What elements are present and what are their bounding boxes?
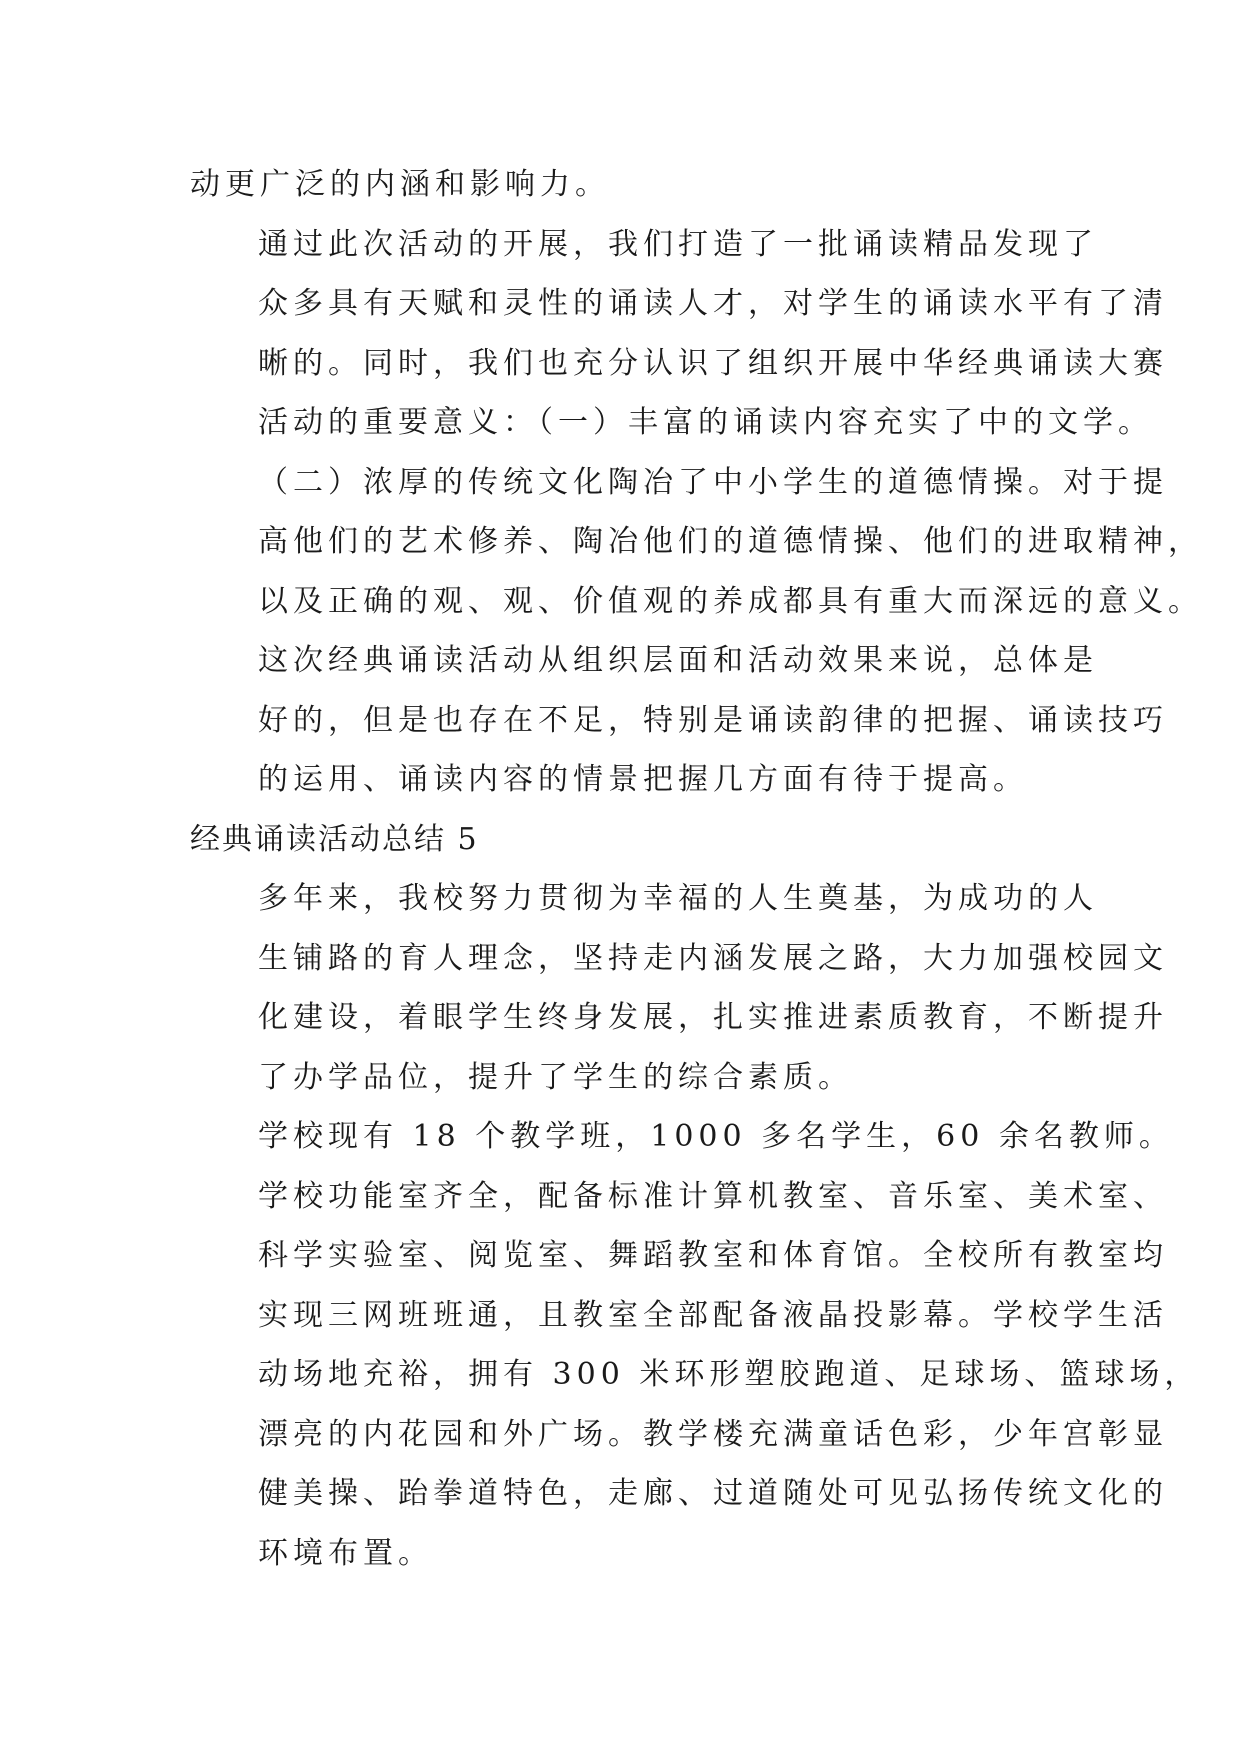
text-line: 好的，但是也存在不足，特别是诵读韵律的把握、诵读技巧 xyxy=(258,702,1168,738)
text-line: 高他们的艺术修养、陶冶他们的道德情操、他们的进取精神， xyxy=(258,524,1203,559)
text-line: 众多具有天赋和灵性的诵读人才，对学生的诵读水平有了清 xyxy=(258,286,1168,321)
text-line: 漂亮的内花园和外广场。教学楼充满童话色彩，少年宫彰显 xyxy=(258,1416,1168,1452)
section-heading xyxy=(190,810,1050,870)
text-line: 这次经典诵读活动从组织层面和活动效果来说，总体是 xyxy=(258,643,1098,678)
text-line: 动更广泛的内涵和影响力。 xyxy=(190,167,610,202)
text-line: 多年来，我校努力贯彻为幸福的人生奠基，为成功的人 xyxy=(258,881,1098,916)
text-line: 化建设，着眼学生终身发展，扎实推进素质教育，不断提升 xyxy=(258,1000,1168,1035)
text-line: 了办学品位，提升了学生的综合素质。 xyxy=(258,1059,853,1095)
text-line: 科学实验室、阅览室、舞蹈教室和体育馆。全校所有教室均 xyxy=(258,1238,1168,1273)
text-line: 活动的重要意义：（一）丰富的诵读内容充实了中的文学。 xyxy=(258,405,1153,440)
text-line: 实现三网班班通，且教室全部配备液晶投影幕。学校学生活 xyxy=(258,1297,1168,1333)
text-line: 以及正确的观、观、价值观的养成都具有重大而深远的意义。 xyxy=(258,583,1203,619)
text-line: 通过此次活动的开展，我们打造了一批诵读精品发现了 xyxy=(258,226,1098,262)
text-line: 学校功能室齐全，配备标准计算机教室、音乐室、美术室、 xyxy=(258,1178,1168,1214)
text-line: （二）浓厚的传统文化陶冶了中小学生的道德情操。对于提 xyxy=(258,464,1168,500)
text-line: 学校现有 18 个教学班，1000 多名学生，60 余名教师。 xyxy=(258,1119,1174,1154)
heading-text: 经典诵读活动总结 5 xyxy=(190,821,479,857)
paragraph-school-facilities xyxy=(190,1107,1200,1583)
text-line: 健美操、跆拳道特色，走廊、过道随处可见弘扬传统文化的 xyxy=(258,1476,1168,1511)
text-line: 生铺路的育人理念，坚持走内涵发展之路，大力加强校园文 xyxy=(258,940,1168,976)
text-line: 动场地充裕，拥有 300 米环形塑胶跑道、足球场、篮球场， xyxy=(258,1357,1200,1392)
text-line: 晰的。同时，我们也充分认识了组织开展中华经典诵读大赛 xyxy=(258,345,1168,381)
paragraph-shortcomings xyxy=(190,631,1168,810)
text-line: 的运用、诵读内容的情景把握几方面有待于提高。 xyxy=(258,762,1028,797)
paragraph-activity-results xyxy=(190,215,1203,632)
paragraph-school-philosophy xyxy=(190,869,1168,1107)
document-body xyxy=(190,155,1203,1583)
paragraph-continuation xyxy=(190,155,1050,215)
text-line: 环境布置。 xyxy=(258,1535,433,1571)
